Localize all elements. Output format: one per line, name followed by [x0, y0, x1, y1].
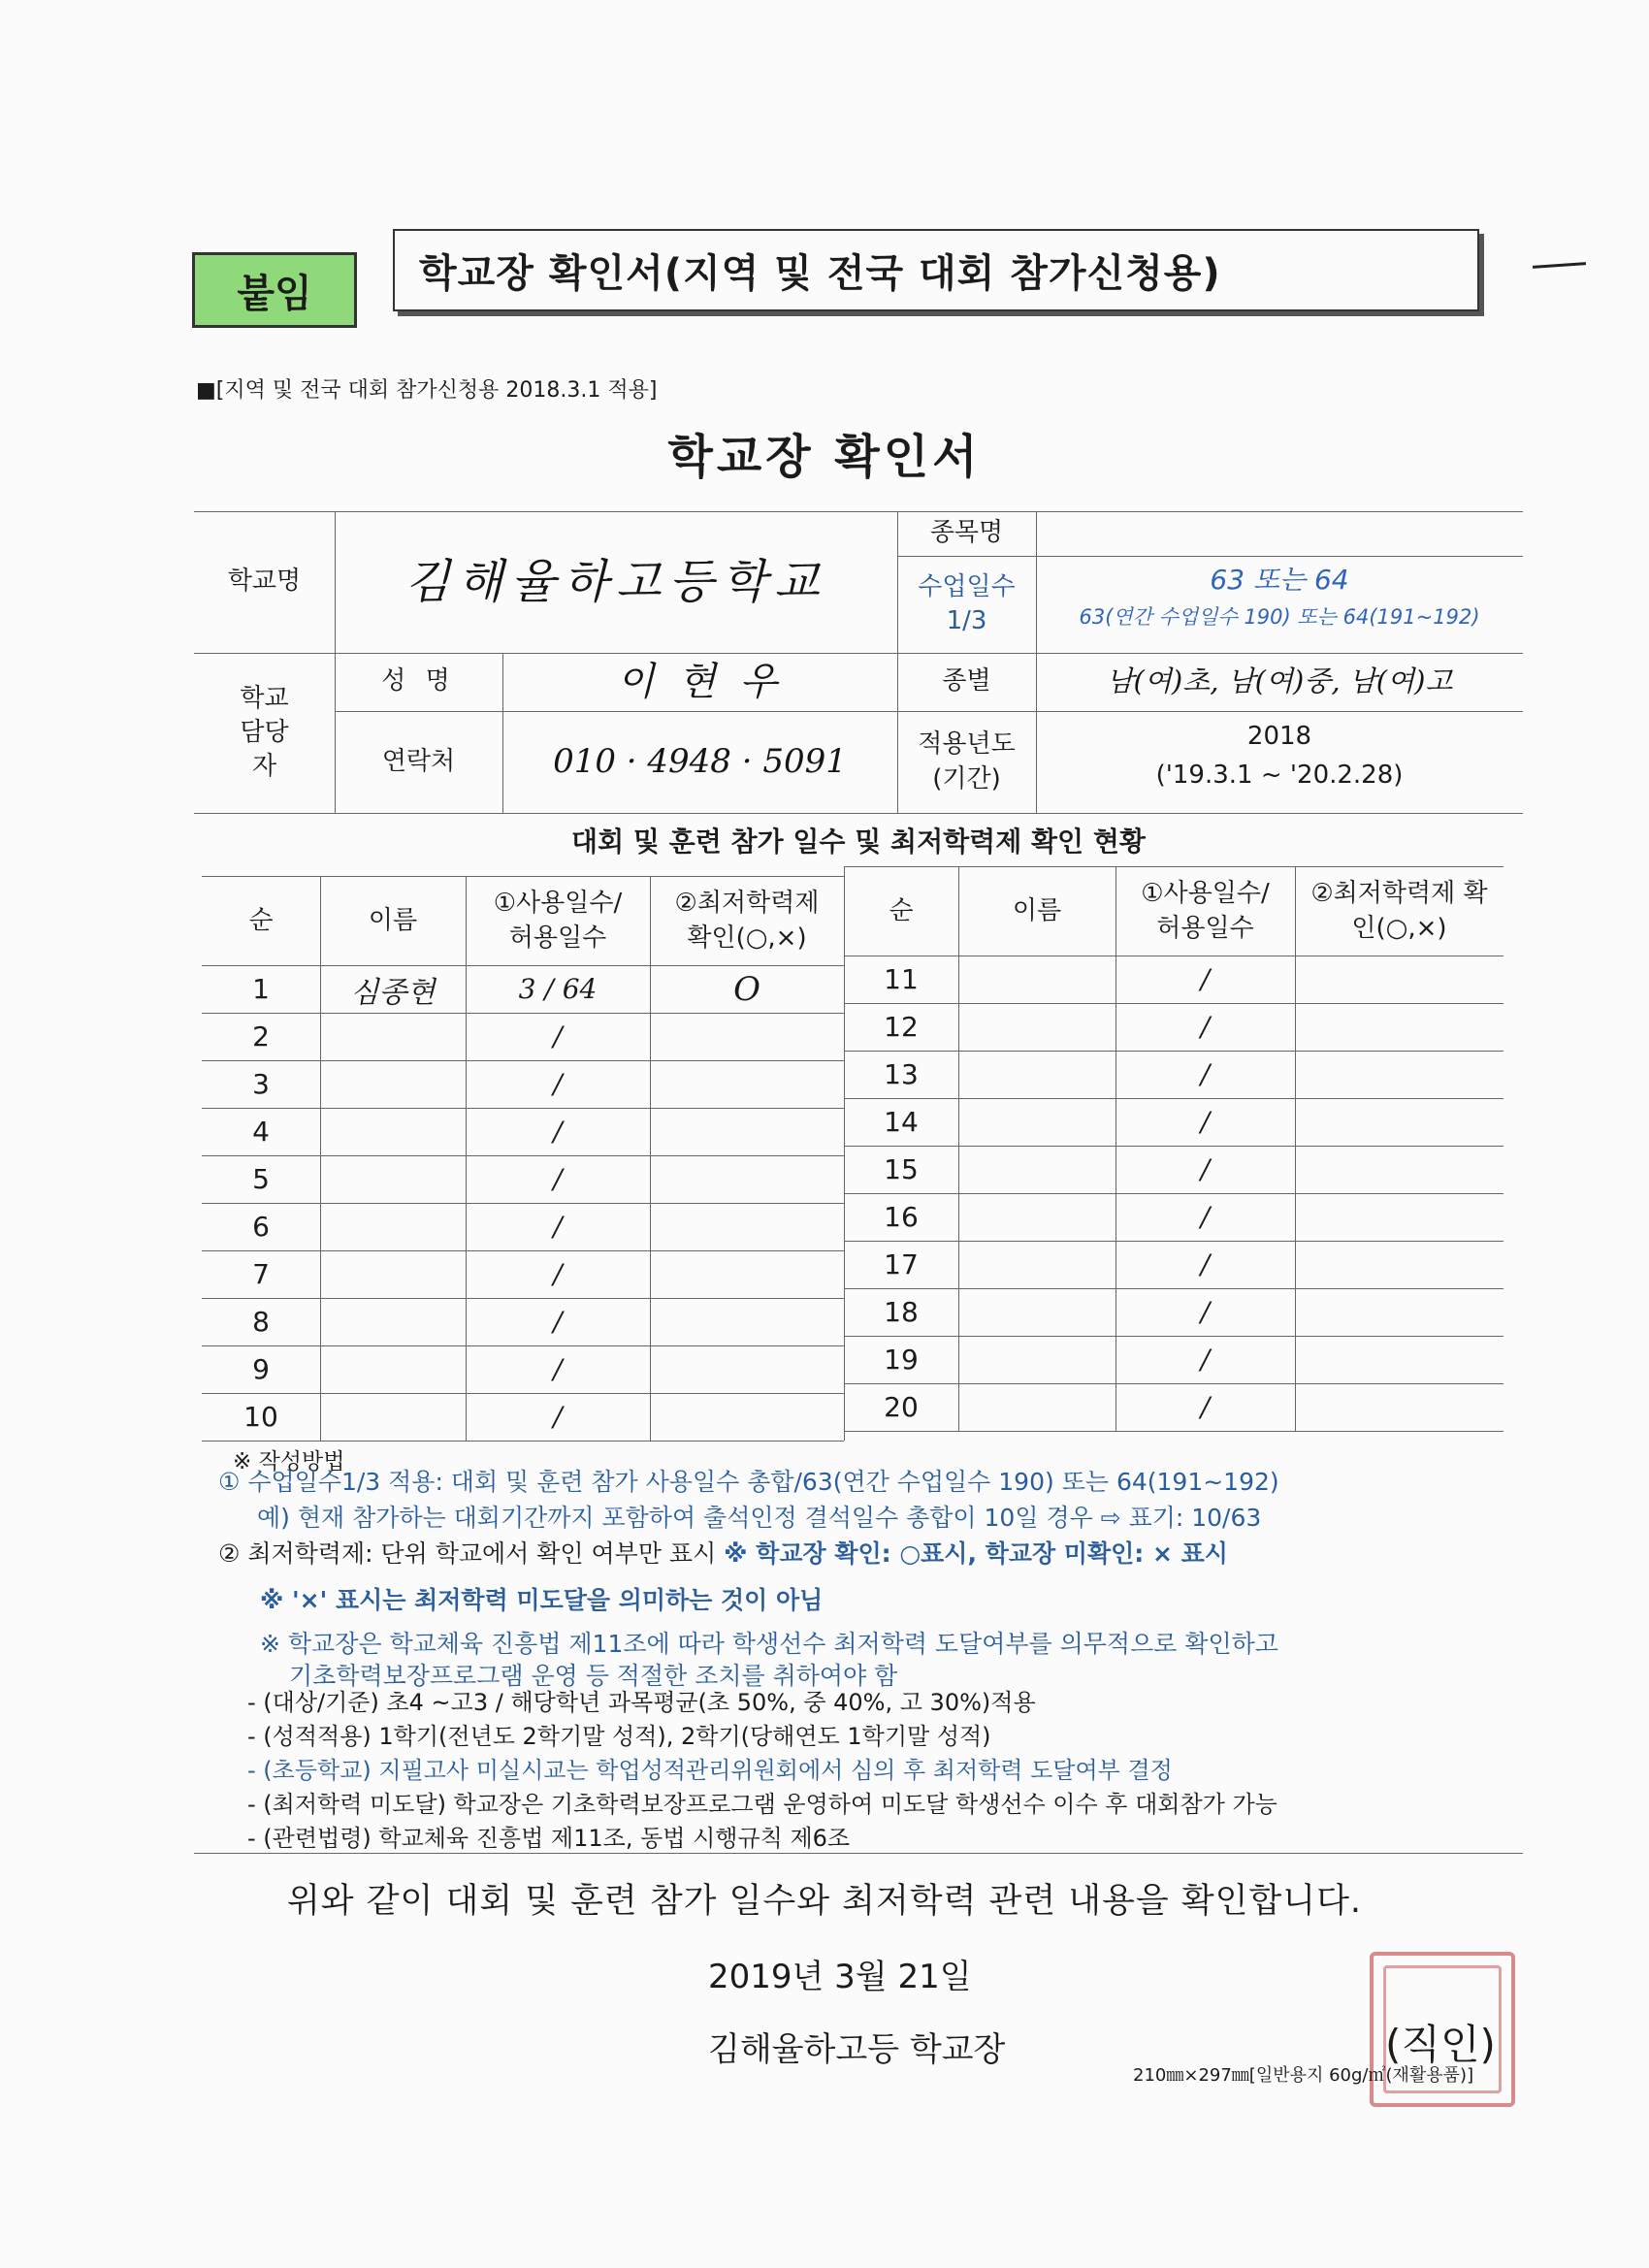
left-row-10-no: 10 — [243, 1401, 278, 1433]
left-row-9-check — [650, 1345, 844, 1393]
left-row-10-check — [650, 1393, 844, 1441]
right-row-4-days: / — [1200, 1106, 1211, 1138]
criteria-target: - (대상/기준) 초4 ~고3 / 해당학년 과목평균(초 50%, 중 40%, 고 30%)적용 — [247, 1689, 1036, 1716]
instruction-example: 예) 현재 참가하는 대회기간까지 포함하여 출석인정 결석일수 총합이 10일 경우 ⇨ 표기: 10/63 — [257, 1504, 1262, 1532]
header-days-left: ①사용일수/ 허용일수 — [493, 888, 623, 953]
event-value — [1036, 511, 1523, 556]
right-row-9-check — [1295, 1336, 1504, 1383]
right-row-7-name — [958, 1241, 1116, 1288]
header-check-left: ②최저학력제 확인(○,×) — [674, 888, 820, 953]
category-label: 종별 — [942, 666, 991, 697]
header-no-left: 순 — [248, 905, 274, 935]
right-row-2-days: / — [1200, 1011, 1211, 1043]
right-row-8-days: / — [1200, 1296, 1211, 1328]
left-row-6-days: / — [553, 1211, 563, 1243]
class-days-label: 수업일수 1/3 — [918, 571, 1016, 635]
right-row-2-check — [1295, 1003, 1504, 1051]
right-row-10-name — [958, 1383, 1116, 1431]
left-row-4-no: 4 — [252, 1116, 270, 1148]
left-row-6-no: 6 — [252, 1211, 270, 1243]
left-row-4-check — [650, 1108, 844, 1155]
instruction-2: ② 최저학력제: 단위 학교에서 확인 여부만 표시 ※ 학교장 확인: ○표시, 학교장 미확인: × 표시 — [218, 1539, 1228, 1568]
right-row-10-days: / — [1200, 1391, 1211, 1423]
header-name-right: 이름 — [1012, 895, 1062, 925]
confirmation-statement: 위와 같이 대회 및 훈련 참가 일수와 최저학력 관련 내용을 확인합니다. — [286, 1882, 1363, 1921]
left-row-4-days: / — [553, 1116, 563, 1148]
year-label: 적용년도 (기간) — [918, 729, 1016, 794]
right-row-7-no: 17 — [884, 1248, 919, 1280]
manager-label: 학교 담당자 — [240, 683, 289, 782]
left-row-3-name — [320, 1060, 466, 1108]
header-days-right: ①사용일수/ 허용일수 — [1141, 878, 1270, 943]
left-row-8-check — [650, 1298, 844, 1345]
left-row-7-check — [650, 1250, 844, 1298]
right-row-10-no: 20 — [884, 1391, 919, 1423]
right-row-4-check — [1295, 1098, 1504, 1146]
contact-value: 010 · 4948 · 5091 — [553, 741, 847, 781]
left-row-9-no: 9 — [252, 1353, 270, 1385]
right-row-7-days: / — [1200, 1248, 1211, 1280]
left-row-3-days: / — [553, 1068, 563, 1100]
right-row-10-check — [1295, 1383, 1504, 1431]
left-row-10-name — [320, 1393, 466, 1441]
left-row-2-no: 2 — [252, 1021, 270, 1053]
left-row-1-no: 1 — [252, 973, 270, 1005]
right-row-6-name — [958, 1193, 1116, 1241]
left-row-5-name — [320, 1155, 466, 1203]
header-no-right: 순 — [889, 895, 914, 925]
left-row-2-check — [650, 1013, 844, 1060]
right-row-6-no: 16 — [884, 1201, 919, 1233]
right-row-6-check — [1295, 1193, 1504, 1241]
left-row-5-no: 5 — [252, 1163, 270, 1195]
left-row-6-check — [650, 1203, 844, 1250]
right-row-1-check — [1295, 956, 1504, 1003]
name-value: 이 현 우 — [616, 660, 784, 704]
category-value: 남(여)초, 남(여)중, 남(여)고 — [1106, 664, 1453, 698]
left-row-4-name — [320, 1108, 466, 1155]
left-row-10-days: / — [553, 1401, 563, 1433]
left-row-5-check — [650, 1155, 844, 1203]
header-name-left: 이름 — [368, 905, 418, 935]
header-check-right: ②최저학력제 확인(○,×) — [1310, 878, 1488, 943]
right-row-5-check — [1295, 1146, 1504, 1193]
right-row-2-name — [958, 1003, 1116, 1051]
name-label: 성 명 — [381, 666, 456, 697]
principal-signature: 김해율하고등 학교장 — [708, 2030, 1006, 2069]
participation-table-title: 대회 및 훈련 참가 일수 및 최저학력제 확인 현황 — [571, 826, 1146, 859]
right-row-2-no: 12 — [884, 1011, 919, 1043]
right-row-9-days: / — [1200, 1344, 1211, 1376]
period-value: ('19.3.1 ~ '20.2.28) — [1155, 761, 1404, 791]
form-title: 학교장 확인서(지역 및 전국 대회 참가신청용) — [419, 251, 1221, 296]
left-row-7-no: 7 — [252, 1258, 270, 1290]
right-row-4-name — [958, 1098, 1116, 1146]
right-row-5-days: / — [1200, 1153, 1211, 1185]
left-row-6-name — [320, 1203, 466, 1250]
year-value: 2018 — [1246, 722, 1312, 752]
instruction-2-note: ※ '×' 표시는 최저학력 미도달을 의미하는 것이 아님 — [260, 1586, 824, 1614]
left-row-8-name — [320, 1298, 466, 1345]
right-row-8-check — [1295, 1288, 1504, 1336]
right-row-9-name — [958, 1336, 1116, 1383]
contact-label: 연락처 — [381, 746, 456, 776]
left-row-9-name — [320, 1345, 466, 1393]
left-row-2-days: / — [553, 1021, 563, 1053]
right-row-8-no: 18 — [884, 1296, 919, 1328]
left-row-7-days: / — [553, 1258, 563, 1290]
applicability-note: ■[지역 및 전국 대회 참가신청용 2018.3.1 적용] — [196, 378, 658, 403]
form-title-box — [393, 229, 1479, 311]
right-row-9-no: 19 — [884, 1344, 919, 1376]
instructions-heading: ※ 작성방법 — [233, 1449, 345, 1474]
instruction-2-duty: ※ 학교장은 학교체육 진흥법 제11조에 따라 학생선수 최저학력 도달여부를 의무적으로 확인하고 — [260, 1630, 1278, 1658]
seal-label: (직인) — [1385, 2021, 1496, 2068]
criteria-elementary: - (초등학교) 지필고사 미실시교는 학업성적관리위원회에서 심의 후 최저학력 도달여부 결정 — [247, 1757, 1173, 1784]
school-name-value: 김해율하고등학교 — [404, 554, 827, 609]
right-row-1-no: 11 — [884, 963, 919, 995]
criteria-law: - (관련법령) 학교체육 진흥법 제11조, 동법 시행규칙 제6조 — [247, 1825, 851, 1852]
right-row-3-check — [1295, 1051, 1504, 1098]
criteria-grades: - (성적적용) 1학기(전년도 2학기말 성적), 2학기(당해연도 1학기말 성적) — [247, 1723, 991, 1750]
right-row-3-no: 13 — [884, 1058, 919, 1090]
left-row-1-name: 심종현 — [350, 975, 436, 1010]
left-row-2-name — [320, 1013, 466, 1060]
event-label: 종목명 — [929, 518, 1004, 548]
signature-date: 2019년 3월 21일 — [708, 1958, 972, 1996]
class-days-detail: 63(연간 수업일수 190) 또는 64(191~192) — [1079, 604, 1480, 629]
pen-mark — [1533, 262, 1586, 269]
paper-spec-footer: 210㎜×297㎜[일반용지 60g/㎡(재활용품)] — [1133, 2065, 1474, 2086]
right-row-5-no: 15 — [884, 1153, 919, 1185]
right-row-1-name — [958, 956, 1116, 1003]
right-row-1-days: / — [1200, 963, 1211, 995]
left-row-1-days: 3 / 64 — [518, 973, 598, 1005]
school-name-label: 학교명 — [227, 567, 302, 597]
left-row-3-check — [650, 1060, 844, 1108]
left-row-5-days: / — [553, 1163, 563, 1195]
left-row-8-days: / — [553, 1306, 563, 1338]
left-row-1-check: O — [733, 969, 760, 1009]
right-row-5-name — [958, 1146, 1116, 1193]
right-row-6-days: / — [1200, 1201, 1211, 1233]
document-title: 학교장 확인서 — [667, 430, 982, 484]
right-row-8-name — [958, 1288, 1116, 1336]
left-row-7-name — [320, 1250, 466, 1298]
instruction-2-duty-cont: 기초학력보장프로그램 운영 등 적절한 조치를 취하여야 함 — [289, 1662, 898, 1690]
class-days-value: 63 또는 64 — [1210, 564, 1349, 597]
criteria-below: - (최저학력 미도달) 학교장은 기초학력보장프로그램 운영하여 미도달 학생선수 이수 후 대회참가 가능 — [247, 1791, 1277, 1818]
right-row-3-name — [958, 1051, 1116, 1098]
attachment-tag: 붙임 — [192, 252, 357, 328]
right-row-7-check — [1295, 1241, 1504, 1288]
right-row-3-days: / — [1200, 1058, 1211, 1090]
right-row-4-no: 14 — [884, 1106, 919, 1138]
left-row-8-no: 8 — [252, 1306, 270, 1338]
left-row-3-no: 3 — [252, 1068, 270, 1100]
instruction-1: ① 수업일수1/3 적용: 대회 및 훈련 참가 사용일수 총합/63(연간 수업일수 190) 또는 64(191~192) — [218, 1468, 1279, 1496]
left-row-9-days: / — [553, 1353, 563, 1385]
